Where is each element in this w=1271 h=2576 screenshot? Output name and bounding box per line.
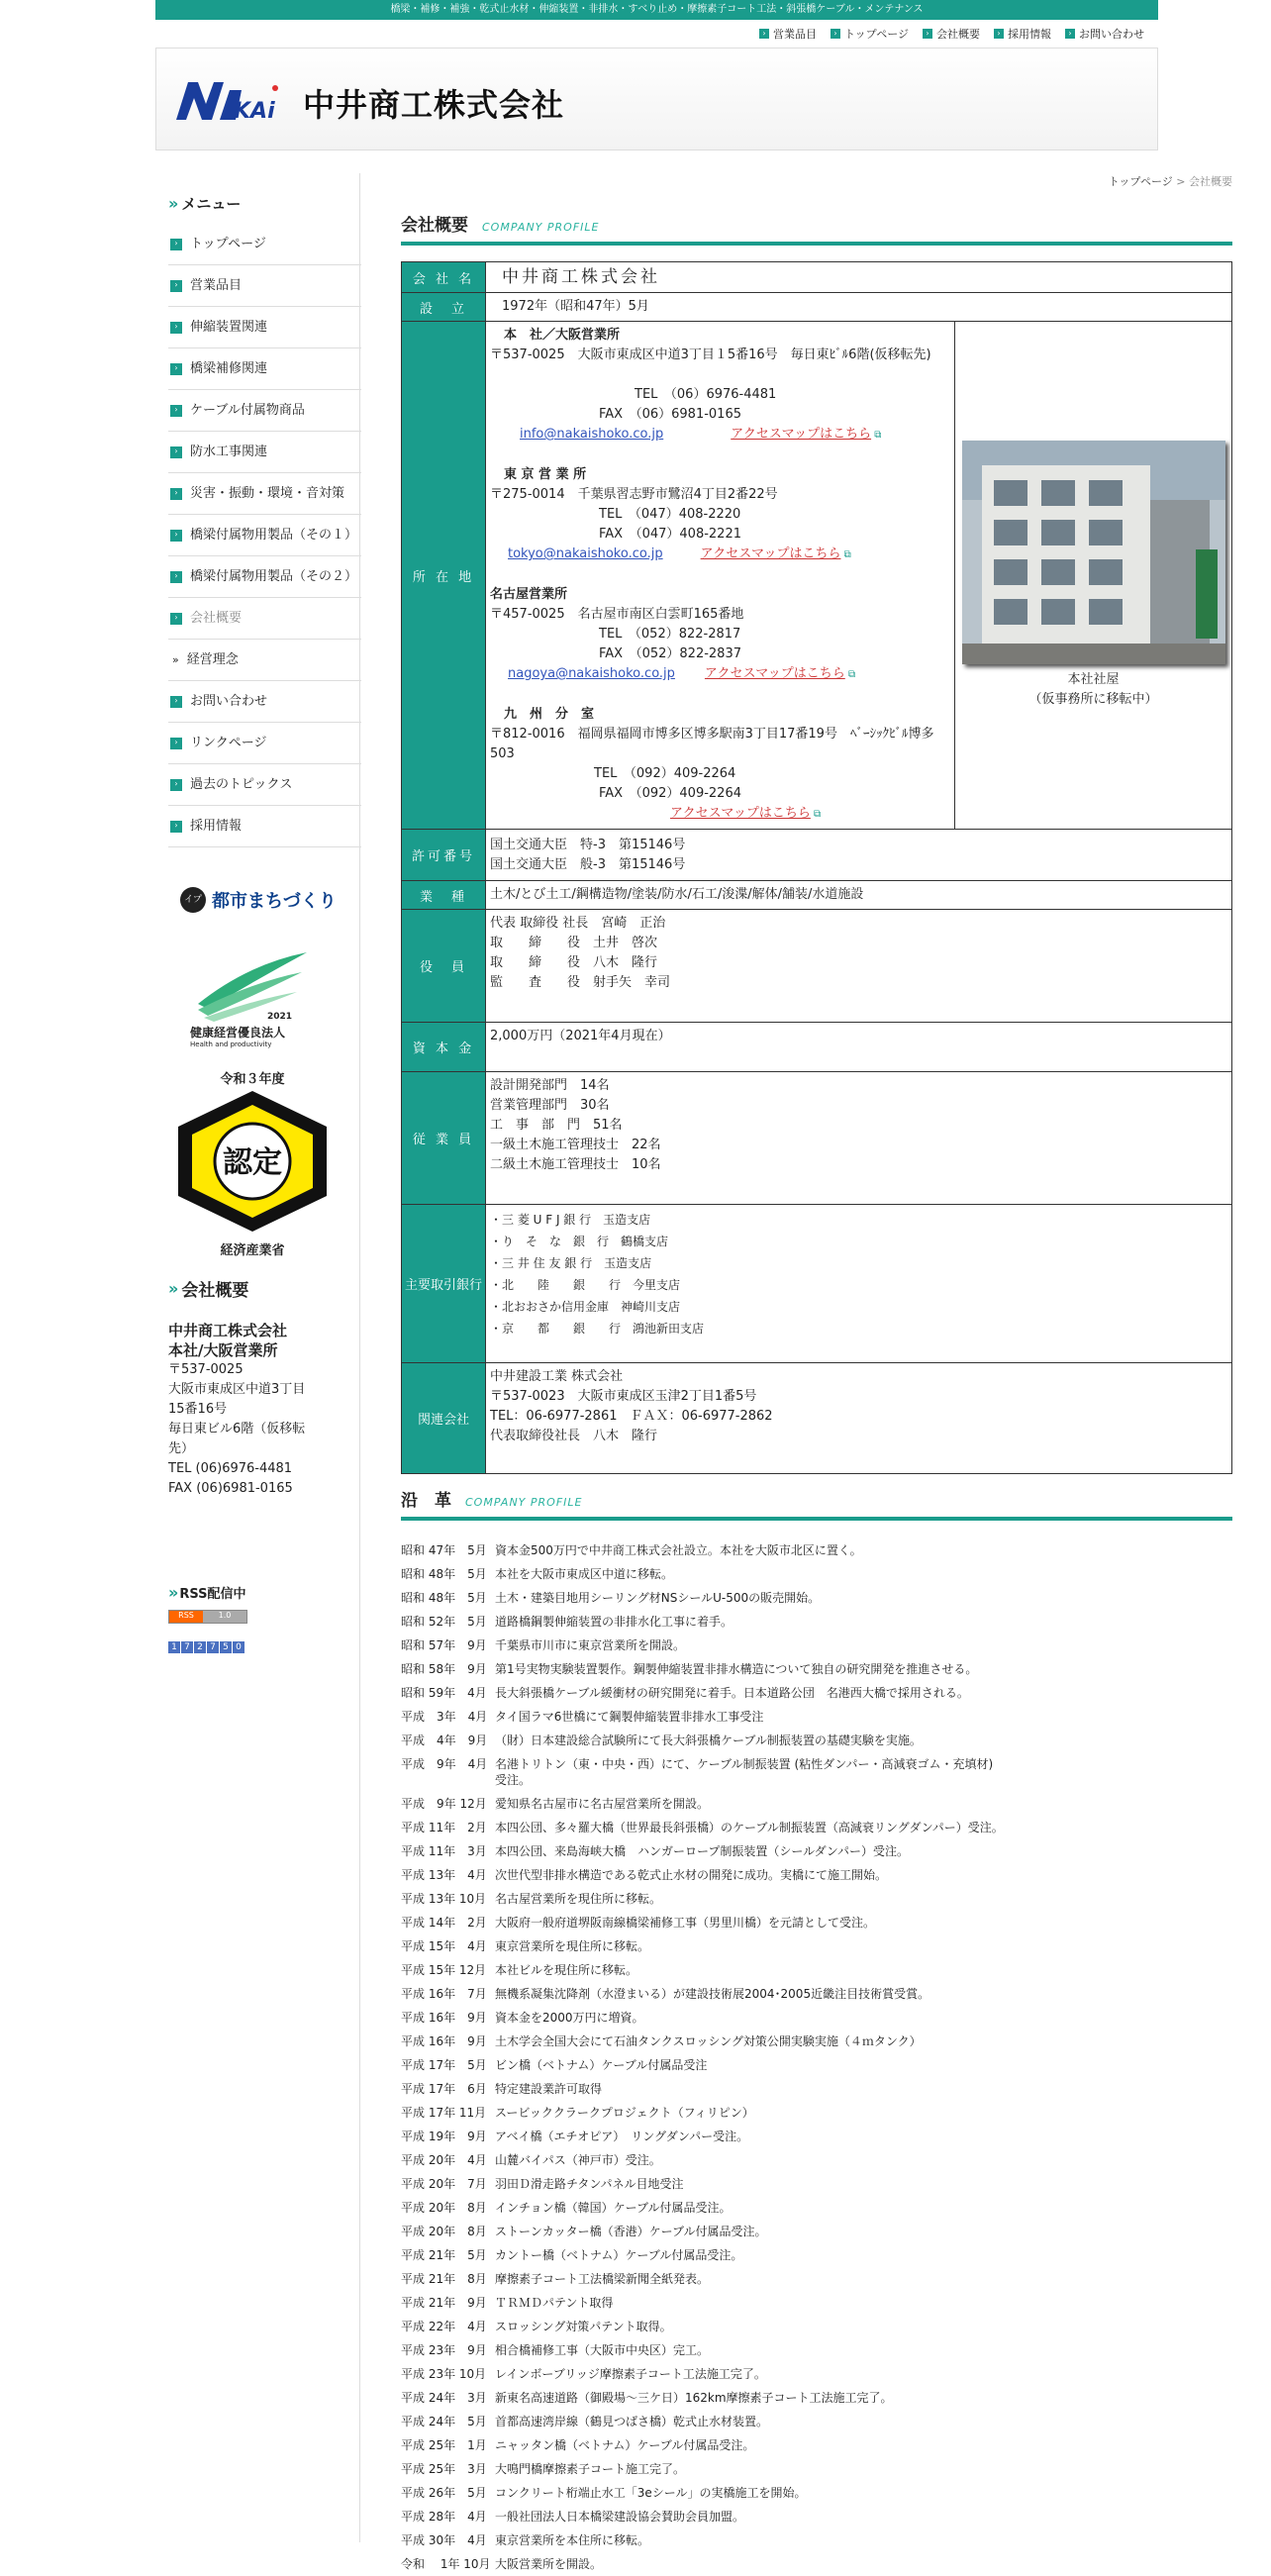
history-text: アベイ橋（エチオピア） リングダンパー受注。 [495,2130,749,2143]
hexagon-badge-icon [168,1087,337,1236]
sidebar-item-links[interactable]: › リンクページ [168,723,361,764]
arrow-icon: › [831,29,840,39]
sidebar-item-profile[interactable]: › 会社概要 [168,598,361,640]
double-chevron-icon: » [172,653,179,666]
history-text: タイ国ラマ6世橋にて鋼製伸縮装置非排水工事受注 [495,1710,764,1724]
history-row [401,1705,1232,1729]
history-row [401,2101,1232,2125]
history-text: 第1号実物実験装置製作。鋼製伸縮装置非排水構造について独自の研究開発を推進させる。 [495,1662,978,1676]
profile-heading: 会社概要 COMPANY PROFILE [401,211,1232,246]
history-row [401,1586,1232,1610]
history-text: 一般社団法人日本橋梁建設協会賛助会員加盟。 [495,2510,745,2524]
history-row [401,1958,1232,1982]
history-text: インチョン橋（韓国）ケーブル付属品受注。 [495,2201,732,2215]
top-banner: 橋梁・補修・補強・乾式止水材・伸縮装置・非排水・すべり止め・摩擦素子コート工法・斜張橋ケーブル・メンテナンス [155,0,1158,20]
external-link-icon: ⧉ [840,549,851,560]
sidebar-item-recruit[interactable]: › 採用情報 [168,806,361,847]
tokyo-email-link[interactable]: tokyo@nakaishoko.co.jp [508,546,663,561]
history-text: 名港トリトン（東・中央・西）にて、ケーブル制振装置 (粘性ダンパー・高減衰ゴム・充填材) 受注。 [495,1757,994,1787]
rss-button[interactable]: RSS 1.0 [168,1610,247,1624]
sidebar [168,173,361,1653]
history-date: 昭和 58年 9月 [401,1662,487,1676]
company-logo[interactable] [176,74,285,124]
history-date: 平成 24年 3月 [401,2391,487,2405]
main-content [401,173,1232,2576]
history-text: 大鳴門橋摩擦素子コート施工完了。 [495,2462,686,2476]
history-date: 平成 13年 10月 [401,1892,487,1906]
svg-text:KAi: KAi [234,99,275,124]
history-list [401,1538,1232,2576]
history-date: 平成 17年 5月 [401,2058,487,2072]
history-row [401,1863,1232,1887]
history-row [401,2505,1232,2528]
history-date: 平成 30年 4月 [401,2533,487,2547]
history-date: 平成 15年 12月 [401,1963,487,1977]
arrow-icon: › [170,738,182,749]
history-row [401,1982,1232,2006]
history-text: 山麓バイパス（神戸市）受注。 [495,2153,661,2167]
arrow-icon: › [994,29,1004,39]
history-date: 平成 11年 3月 [401,1844,487,1858]
history-text: 東京営業所を現住所に移転。 [495,1939,650,1953]
arrow-icon: › [170,696,182,708]
history-row [401,2077,1232,2101]
osaka-email-link[interactable]: info@nakaishoko.co.jp [520,427,664,442]
sidebar-item-cable[interactable]: › ケーブル付属物商品 [168,390,361,432]
history-row [401,1634,1232,1657]
history-text: 摩擦素子コート工法橋梁新聞全紙発表。 [495,2272,710,2286]
history-date: 昭和 48年 5月 [401,1591,487,1605]
building-image [962,441,1225,664]
history-row [401,2386,1232,2410]
history-text: 無機系凝集沈降剤（水澄まいる）が建設技術展2004･2005近畿注目技術賞受賞。 [495,1987,930,2001]
history-text: 本四公団、多々羅大橋（世界最長斜張橋）のケーブル制振装置（高減衰リングダンパー）受注。 [495,1821,1004,1834]
arrow-icon: › [170,322,182,334]
history-row [401,1816,1232,1839]
history-date: 平成 25年 1月 [401,2438,487,2452]
history-row [401,2433,1232,2457]
history-date: 平成 24年 5月 [401,2415,487,2428]
history-date: 平成 4年 9月 [401,1734,488,1747]
history-row [401,2528,1232,2552]
history-date: 昭和 47年 5月 [401,1543,487,1557]
history-text: 首都高速湾岸線（鶴見つばさ橋）乾式止水材装置。 [495,2415,769,2428]
history-row [401,1934,1232,1958]
history-row [401,1887,1232,1911]
history-text: ＴＲＭＤパテント取得 [495,2296,614,2310]
history-text: 相合橋補修工事（大阪市中央区）完工。 [495,2343,710,2357]
menu-title: » メニュー [168,194,242,213]
history-date: 平成 21年 8月 [401,2272,487,2286]
history-text: ビン橋（ベトナム）ケーブル付属品受注 [495,2058,708,2072]
history-row [401,2196,1232,2220]
history-text: スービッククラークプロジェクト（フィリピン） [495,2106,754,2120]
history-row [401,2457,1232,2481]
arrow-icon: › [170,363,182,375]
history-row [401,1752,1232,1792]
history-date: 平成 21年 5月 [401,2248,487,2262]
arrow-icon: › [170,488,182,500]
history-text: コンクリート桁端止水工「3eシール」の実橋施工を開始。 [495,2486,807,2500]
urban-planning-badge[interactable]: イプロス 都市まちづくり [168,875,361,925]
sidebar-item-accessory1[interactable]: › 橋梁付属物用製品（その１） [168,515,361,556]
bcp-certification-badge[interactable]: 令和３年度 認定 経済産業省 [168,1068,337,1256]
history-text: カントー橋（ベトナム）ケーブル付属品受注。 [495,2248,743,2262]
history-row [401,2243,1232,2267]
rss-section [168,1583,361,1653]
arrow-icon: › [170,446,182,458]
nintei-center-text: 認定 [223,1145,282,1180]
history-row [401,1839,1232,1863]
history-date: 平成 22年 4月 [401,2320,487,2333]
site-header [155,48,1158,150]
history-text: 道路橋鋼製伸縮装置の非排水化工事に着手。 [495,1615,733,1629]
history-row [401,1657,1232,1681]
photo-caption: 本社社屋 （仮事務所に移転中） [1028,672,1158,707]
history-date: 平成 14年 2月 [401,1916,487,1930]
history-row [401,1610,1232,1634]
history-row [401,1729,1232,1752]
history-row [401,2410,1232,2433]
history-date: 平成 16年 7月 [401,1987,487,2001]
history-text: 土木学会全国大会にて石油タンクスロッシング対策公開実験実施（４ｍタンク） [495,2034,922,2048]
history-date: 平成 25年 3月 [401,2462,487,2476]
history-date: 平成 28年 4月 [401,2510,487,2524]
tokyo-access-map-link[interactable]: アクセスマップはこちら [700,546,841,561]
history-row [401,2552,1232,2576]
arrow-icon: › [759,29,769,39]
access-counter: 1 7 2 7 5 0 [168,1641,361,1653]
history-row [401,2481,1232,2505]
history-row [401,2220,1232,2243]
history-row [401,2125,1232,2148]
nagoya-access-map-link[interactable]: アクセスマップはこちら [704,666,845,681]
top-nav [155,20,1158,48]
sidebar-item-home[interactable]: › トップページ [168,224,361,265]
arrow-icon: › [170,779,182,791]
arrow-icon: › [1065,29,1075,39]
rss-title: » RSS配信中 [168,1583,246,1602]
history-date: 平成 9年 12月 [401,1797,487,1811]
history-row [401,1792,1232,1816]
double-chevron-icon: » [168,194,176,213]
topnav-contact[interactable]: › お問い合わせ [1065,26,1144,42]
history-date: 平成 20年 8月 [401,2225,487,2238]
ipros-logo: イプロス [180,887,206,913]
sidebar-item-topics[interactable]: › 過去のトピックス [168,764,361,806]
history-date: 令和 1年 10月 [401,2557,491,2571]
double-chevron-icon: » [168,1279,176,1298]
history-date: 平成 9年 4月 [401,1757,488,1771]
history-row [401,2267,1232,2291]
history-row [401,2006,1232,2030]
history-text: レインボーブリッジ摩擦素子コート工法施工完了。 [495,2367,766,2381]
history-row [401,1681,1232,1705]
arrow-icon: › [170,239,182,250]
history-date: 昭和 57年 9月 [401,1638,487,1652]
history-date: 平成 16年 9月 [401,2034,487,2048]
osaka-access-map-link[interactable]: アクセスマップはこちら [731,427,872,442]
topnav-home[interactable]: › トップページ [831,26,909,42]
double-chevron-icon: » [168,1583,176,1602]
history-text: 新東名高速道路（御殿場～三ケ日）162km摩擦素子コート工法施工完了。 [495,2391,893,2405]
sidebar-item-waterproof[interactable]: › 防水工事関連 [168,432,361,473]
arrow-icon: › [170,280,182,292]
history-date: 平成 16年 9月 [401,2011,487,2025]
topnav-profile[interactable]: › 会社概要 [923,26,980,42]
history-text: 本社ビルを現住所に移転。 [495,1963,638,1977]
breadcrumb-home[interactable]: トップページ [1108,175,1173,188]
sidebar-company-info: » 会社概要 中井商工株式会社 本社/大阪営業所 〒537-0025 大阪市東成区中道3丁目 15番16号 毎日東ビル6階（仮移転 先） TEL (06)6976-4481 FAX (06)6981-0165 [168,1276,361,1499]
sidebar-item-philosophy[interactable]: » 経営理念 [168,640,361,681]
arrow-icon: › [170,405,182,417]
history-text: スロッシング対策パテント取得。 [495,2320,672,2333]
history-text: 羽田Ｄ滑走路チタンパネル目地受注 [495,2177,684,2191]
arrow-icon: › [170,821,182,833]
topnav-products[interactable]: › 営業品目 [759,26,817,42]
arrow-icon: › [170,530,182,542]
sidebar-item-products[interactable]: › 営業品目 [168,265,361,307]
sidebar-item-accessory2[interactable]: › 橋梁付属物用製品（その２） [168,556,361,598]
history-date: 平成 20年 4月 [401,2153,487,2167]
company-profile-table: 会 社 名 中井商工株式会社 設 立 1972年（昭和47年）5月 所 在 地 本 社／大阪営業所 〒537-0025 大阪市東成区中道3丁目１5番16号 毎日東ﾋﾞﾙ6階(仮移転先) TEL （06）6976-4481 FAX （06）6981-0165 info@nakaishoko.co.jp アクセスマップはこちら ⧉ 東 京 営 業 所 〒275-0014 千葉県習志野市鷺沼4丁目2番22号 TEL （047）408-2220 FAX （047）408-2221 tokyo@nakaishoko.co.jp アクセスマップはこちら ⧉ 名古屋営業所 〒457-0025 名古屋市南区白雲町165番地 TEL （052）822-2817 FAX （052）822-2837 nagoya@nakaishoko.co.jp アクセスマップはこちら ⧉ 九 州 分 室 〒812-0016 福岡県福岡市博多区博多駅南3丁目17番19号 ﾍﾞｰｼｯｸﾋﾞﾙ博多503 TEL （092）409-2264 FAX （092）409-2264 アクセスマップはこちら ⧉ 本社社屋 （仮事務所に移転中） 許可番号 国土交通大臣 特-3 第15146号 国土交通大臣 般-3 第15146号 業 種 土木/とび土工/鋼構造物/塗装/防水/石工/浚渫/解体/舗装/水道施設 役 員 代表 取締役 社長 宮崎 正治 取 締 役 土井 啓次 取 締 役 八木 隆行 監 査 役 射手矢 幸司 資 本 金 2,000万円（2021年4月現在） 従 業 員 設計開発部門 14名 営業管理部門 30名 工 事 部 門 51名 一級土木施工管理技士 22名 二級土木施工管理技士 10名 主要取引銀行 ・三 菱 U F J 銀 行 玉造支店 ・り そ な 銀 行 鶴橋支店 ・三 井 住 友 銀 行 玉造支店 ・北 陸 銀 行 今里支店 ・北おおさか信用金庫 神崎川支店 ・京 都 銀 行 鴻池新田支店 関連会社 中井建設工業 株式会社 〒537-0023 大阪市東成区玉津2丁目1番5号 TEL：06-6977-2861 ＦＡＸ：06-6977-2862 代表取締役社長 八木 隆行 [401,261,1232,1474]
history-date: 平成 20年 7月 [401,2177,487,2191]
sidebar-item-contact[interactable]: › お問い合わせ [168,681,361,723]
history-text: 特定建設業許可取得 [495,2082,603,2096]
history-row [401,1538,1232,1562]
history-date: 平成 23年 10月 [401,2367,487,2381]
history-date: 平成 15年 4月 [401,1939,487,1953]
history-text: ニャッタン橋（ベトナム）ケーブル付属品受注。 [495,2438,755,2452]
history-row [401,1911,1232,1934]
headquarters-photo-cell [955,322,1232,830]
breadcrumb-current: 会社概要 [1189,175,1232,188]
sidebar-item-expansion[interactable]: › 伸縮装置関連 [168,307,361,348]
history-date: 平成 17年 6月 [401,2082,487,2096]
history-date: 平成 20年 8月 [401,2201,487,2215]
history-text: 千葉県市川市に東京営業所を開設。 [495,1638,686,1652]
history-text: （財）日本建設総合試験所にて長大斜張橋ケーブル制振装置の基礎実験を実施。 [495,1734,922,1747]
external-link-icon: ⧉ [844,669,856,680]
history-text: 土木・建築目地用シーリング材NSシールU-500の販売開始。 [495,1591,821,1605]
history-text: 資本金を2000万円に増資。 [495,2011,644,2025]
history-date: 昭和 59年 4月 [401,1686,487,1700]
arrow-icon: › [923,29,932,39]
kyushu-access-map-link[interactable]: アクセスマップはこちら [670,806,811,821]
history-date: 平成 3年 4月 [401,1710,488,1724]
history-text: 大阪営業所を開設。 [495,2557,603,2571]
history-text: 長大斜張橋ケーブル緩衝材の研究開発に着手。日本道路公団 名港西大橋で採用される。 [495,1686,969,1700]
history-text: 次世代型非排水構造である乾式止水材の開発に成功。実橋にて施工開始。 [495,1868,888,1882]
arrow-icon: › [170,613,182,625]
history-text: 資本金500万円で中井商工株式会社設立。本社を大阪市北区に置く。 [495,1543,862,1557]
history-date: 平成 19年 9月 [401,2130,487,2143]
history-date: 平成 11年 2月 [401,1821,487,1834]
history-row [401,2148,1232,2172]
company-name: 中井商工株式会社 [303,86,565,124]
history-text: 大阪府一般府道堺阪南線橋梁補修工事（男里川橋）を元請として受注。 [495,1916,876,1930]
history-row [401,2030,1232,2053]
health-leaf-icon [168,944,337,1024]
arrow-icon: › [170,571,182,583]
history-row [401,2291,1232,2315]
history-date: 昭和 48年 5月 [401,1567,487,1581]
history-date: 平成 21年 9月 [401,2296,487,2310]
history-text: ストーンカッター橋（香港）ケーブル付属品受注。 [495,2225,767,2238]
history-date: 昭和 52年 5月 [401,1615,487,1629]
history-row [401,2172,1232,2196]
history-date: 平成 23年 9月 [401,2343,487,2357]
topnav-recruit[interactable]: › 採用情報 [994,26,1051,42]
history-date: 平成 26年 5月 [401,2486,487,2500]
history-row [401,2338,1232,2362]
history-text: 名古屋営業所を現住所に移転。 [495,1892,662,1906]
history-heading: 沿 革 COMPANY PROFILE [401,1486,1232,1521]
history-date: 平成 13年 4月 [401,1868,487,1882]
external-link-icon: ⧉ [871,430,882,441]
history-text: 本社を大阪市東成区中道に移転。 [495,1567,674,1581]
health-management-badge[interactable]: 2021 健康経営優良法人 Health and productivity [168,944,361,1058]
breadcrumb: トップページ > 会社概要 [1108,175,1232,188]
history-text: 愛知県名古屋市に名古屋営業所を開設。 [495,1797,710,1811]
sidebar-item-repair[interactable]: › 橋梁補修関連 [168,348,361,390]
headquarters-photo [962,441,1225,664]
history-row [401,2315,1232,2338]
history-date: 平成 17年 11月 [401,2106,487,2120]
sidebar-item-disaster[interactable]: › 災害・振動・環境・音対策 [168,473,361,515]
history-text: 東京営業所を本住所に移転。 [495,2533,650,2547]
nagoya-email-link[interactable]: nagoya@nakaishoko.co.jp [508,666,675,681]
sidebar-company-title: » 会社概要 [168,1279,249,1301]
external-link-icon: ⧉ [810,809,822,820]
history-row [401,2053,1232,2077]
history-text: 本四公団、来島海峡大橋 ハンガーロープ制振装置（シールダンパー）受注。 [495,1844,909,1858]
history-row [401,1562,1232,1586]
history-row [401,2362,1232,2386]
